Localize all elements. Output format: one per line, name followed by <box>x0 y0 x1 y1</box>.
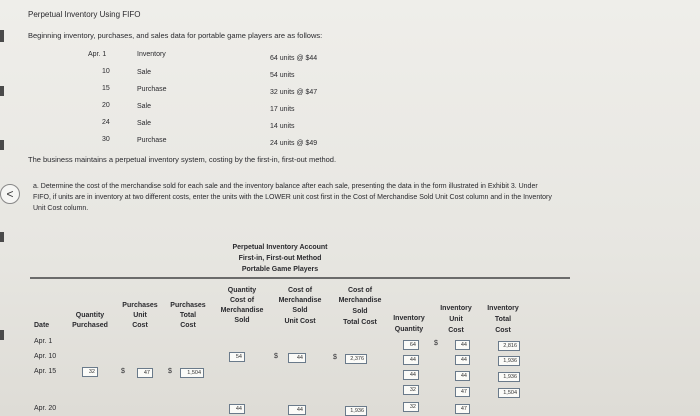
transaction-date: 24 <box>102 119 110 126</box>
col-header-purch-unit-cost: Purchases <box>122 302 158 309</box>
inv-total-cost-input[interactable]: 1,936 <box>498 356 520 366</box>
dollar-sign: $ <box>168 368 172 375</box>
row-date: Apr. 10 <box>34 353 57 360</box>
inv-unit-cost-input[interactable]: 47 <box>455 404 470 414</box>
transaction-detail: 24 units @ $49 <box>270 140 318 147</box>
intro-text: Beginning inventory, purchases, and sales data for portable game players are as follows: <box>28 31 323 40</box>
col-header-purch-unit-cost: Cost <box>132 322 148 329</box>
col-header-inv-total-cost: Inventory <box>487 305 519 312</box>
col-header-inv-unit-cost: Unit <box>449 316 463 323</box>
question-text: Unit Cost column. <box>33 205 89 212</box>
left-edge-marker <box>0 30 4 42</box>
transaction-detail: 54 units <box>270 72 295 79</box>
dollar-sign: $ <box>121 368 125 375</box>
col-header-purch-total-cost: Total <box>179 312 197 319</box>
account-title: Perpetual Inventory Account <box>232 244 328 251</box>
col-header-inv-total-cost: Cost <box>495 327 511 334</box>
left-edge-marker <box>0 232 4 242</box>
previous-nav-button[interactable] <box>0 184 20 204</box>
col-header-inv-qty: Quantity <box>394 326 424 333</box>
transaction-date: 30 <box>102 136 110 143</box>
transaction-date: 15 <box>102 85 110 92</box>
col-header-purch-total-cost: Cost <box>180 322 196 329</box>
dollar-sign: $ <box>333 354 337 361</box>
col-header-date: Date <box>34 322 50 329</box>
col-header-cms-unit-cost: Cost of <box>287 287 313 294</box>
transaction-type: Inventory <box>137 51 166 58</box>
inv-unit-cost-input[interactable]: 44 <box>455 371 470 381</box>
purch-unit-cost-input[interactable]: 47 <box>137 368 153 378</box>
transaction-type: Purchase <box>137 137 167 144</box>
transaction-detail: 14 units <box>270 123 295 130</box>
cms-unit-cost-input[interactable]: 44 <box>288 353 306 363</box>
col-header-qty-cost-sold: Cost of <box>229 297 255 304</box>
inv-qty-input[interactable]: 64 <box>403 340 419 350</box>
col-header-cms-total-cost: Total Cost <box>343 319 377 326</box>
account-item: Portable Game Players <box>241 266 319 273</box>
inv-qty-input[interactable]: 32 <box>403 385 419 395</box>
col-header-qty-cost-sold: Quantity <box>227 287 257 294</box>
transaction-detail: 17 units <box>270 106 295 113</box>
inv-total-cost-input[interactable]: 1,936 <box>498 372 520 382</box>
transaction-date: Apr. 1 <box>88 51 107 58</box>
col-header-qty-cost-sold: Merchandise <box>220 307 264 314</box>
col-header-purch-total-cost: Purchases <box>170 302 206 309</box>
dollar-sign: $ <box>274 353 278 360</box>
inv-qty-input[interactable]: 32 <box>403 402 419 412</box>
transaction-date: 10 <box>102 68 110 75</box>
table-top-rule <box>30 277 570 279</box>
page-title: Perpetual Inventory Using FIFO <box>28 10 141 19</box>
transaction-detail: 32 units @ $47 <box>270 89 318 96</box>
col-header-qty-purchased: Purchased <box>72 322 108 329</box>
cms-total-cost-input[interactable]: 1,936 <box>345 406 367 416</box>
question-text: FIFO, if units are in inventory at two different costs, enter the units with the LOWER unit cost first in the Cost of Merchandise Sold Unit Cost column and in the Inventory <box>33 194 552 201</box>
left-edge-marker <box>0 86 4 96</box>
account-method: First-in, First-out Method <box>238 255 322 262</box>
chevron-left-icon: < <box>6 187 14 201</box>
row-date: Apr. 15 <box>34 368 57 375</box>
qty-purchased-input[interactable]: 32 <box>82 367 98 377</box>
transaction-detail: 64 units @ $44 <box>270 55 318 62</box>
col-header-qty-purchased: Quantity <box>75 312 105 319</box>
inv-qty-input[interactable]: 44 <box>403 355 419 365</box>
col-header-qty-cost-sold: Sold <box>234 317 250 324</box>
transaction-type: Sale <box>137 103 152 110</box>
col-header-purch-unit-cost: Unit <box>133 312 147 319</box>
col-header-cms-unit-cost: Unit Cost <box>284 318 316 325</box>
col-header-cms-total-cost: Cost of <box>347 287 373 294</box>
transaction-type: Purchase <box>137 86 167 93</box>
row-date: Apr. 20 <box>34 405 57 412</box>
col-header-cms-total-cost: Sold <box>352 308 368 315</box>
col-header-inv-unit-cost: Inventory <box>440 305 472 312</box>
dollar-sign: $ <box>434 340 438 347</box>
inv-unit-cost-input[interactable]: 44 <box>455 340 470 350</box>
transaction-date: 20 <box>102 102 110 109</box>
col-header-inv-total-cost: Total <box>494 316 512 323</box>
transaction-type: Sale <box>137 120 152 127</box>
qty-sold-input[interactable]: 44 <box>229 404 245 414</box>
left-edge-marker <box>0 140 4 150</box>
col-header-inv-qty: Inventory <box>393 315 425 322</box>
col-header-cms-unit-cost: Sold <box>292 307 308 314</box>
cms-total-cost-input[interactable]: 2,376 <box>345 354 367 364</box>
left-edge-marker <box>0 330 4 340</box>
col-header-cms-total-cost: Merchandise <box>338 297 382 304</box>
system-note: The business maintains a perpetual inventory system, costing by the first-in, first-out method. <box>28 155 337 164</box>
col-header-cms-unit-cost: Merchandise <box>278 297 322 304</box>
inv-unit-cost-input[interactable]: 47 <box>455 387 470 397</box>
inv-unit-cost-input[interactable]: 44 <box>455 355 470 365</box>
transaction-type: Sale <box>137 69 152 76</box>
col-header-inv-unit-cost: Cost <box>448 327 464 334</box>
qty-sold-input[interactable]: 54 <box>229 352 245 362</box>
inv-total-cost-input[interactable]: 2,816 <box>498 341 520 351</box>
cms-unit-cost-input[interactable]: 44 <box>288 405 306 415</box>
purch-total-cost-input[interactable]: 1,504 <box>180 368 204 378</box>
inv-qty-input[interactable]: 44 <box>403 370 419 380</box>
inv-total-cost-input[interactable]: 1,504 <box>498 388 520 398</box>
row-date: Apr. 1 <box>34 338 53 345</box>
question-text: a. Determine the cost of the merchandise sold for each sale and the inventory balance after each sale, presenting the data in the form illustrated in Exhibit 3. Under <box>33 183 538 190</box>
